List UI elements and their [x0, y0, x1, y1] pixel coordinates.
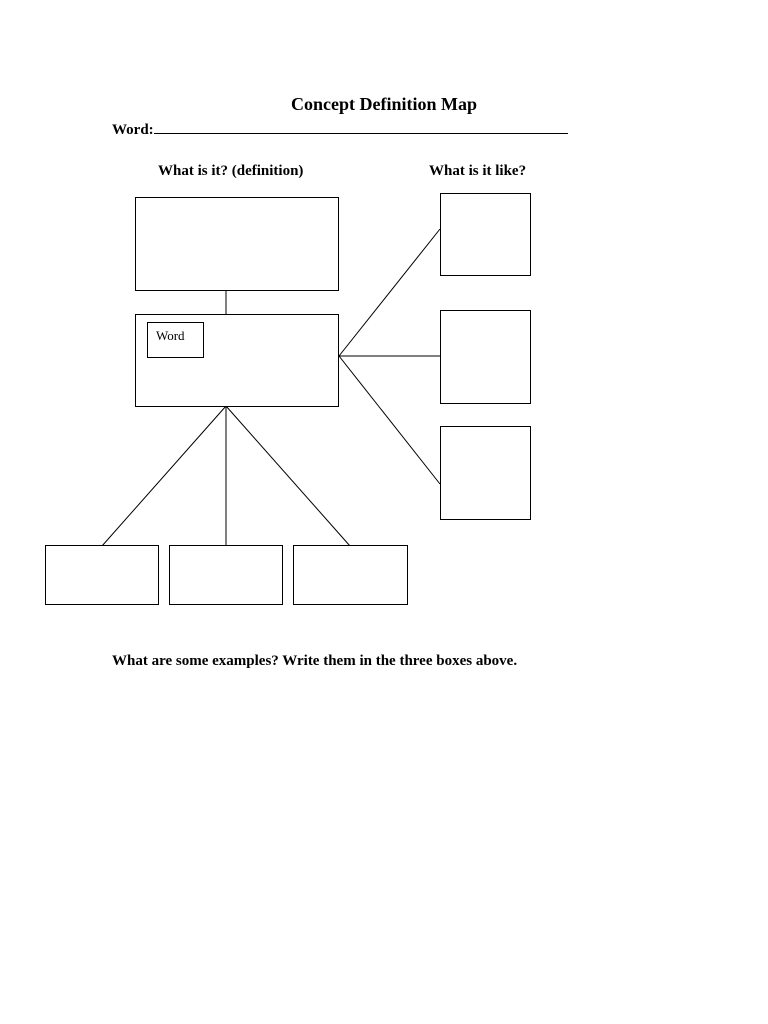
connector-word-to-like-3	[339, 356, 440, 484]
example-box-2[interactable]	[169, 545, 283, 605]
example-box-3[interactable]	[293, 545, 408, 605]
like-box-1[interactable]	[440, 193, 531, 276]
connector-word-to-example-1	[102, 406, 226, 546]
definition-box[interactable]	[135, 197, 339, 291]
word-field-label: Word:	[112, 122, 154, 138]
word-label-box: Word	[147, 322, 204, 358]
connector-word-to-like-1	[339, 229, 440, 356]
like-box-3[interactable]	[440, 426, 531, 520]
definition-heading: What is it? (definition)	[158, 163, 304, 179]
page-title: Concept Definition Map	[291, 94, 477, 114]
what-is-it-like-heading: What is it like?	[429, 163, 527, 179]
like-box-2[interactable]	[440, 310, 531, 404]
examples-instruction: What are some examples? Write them in the three boxes above.	[112, 653, 518, 669]
example-box-1[interactable]	[45, 545, 159, 605]
connector-word-to-example-3	[226, 406, 350, 546]
